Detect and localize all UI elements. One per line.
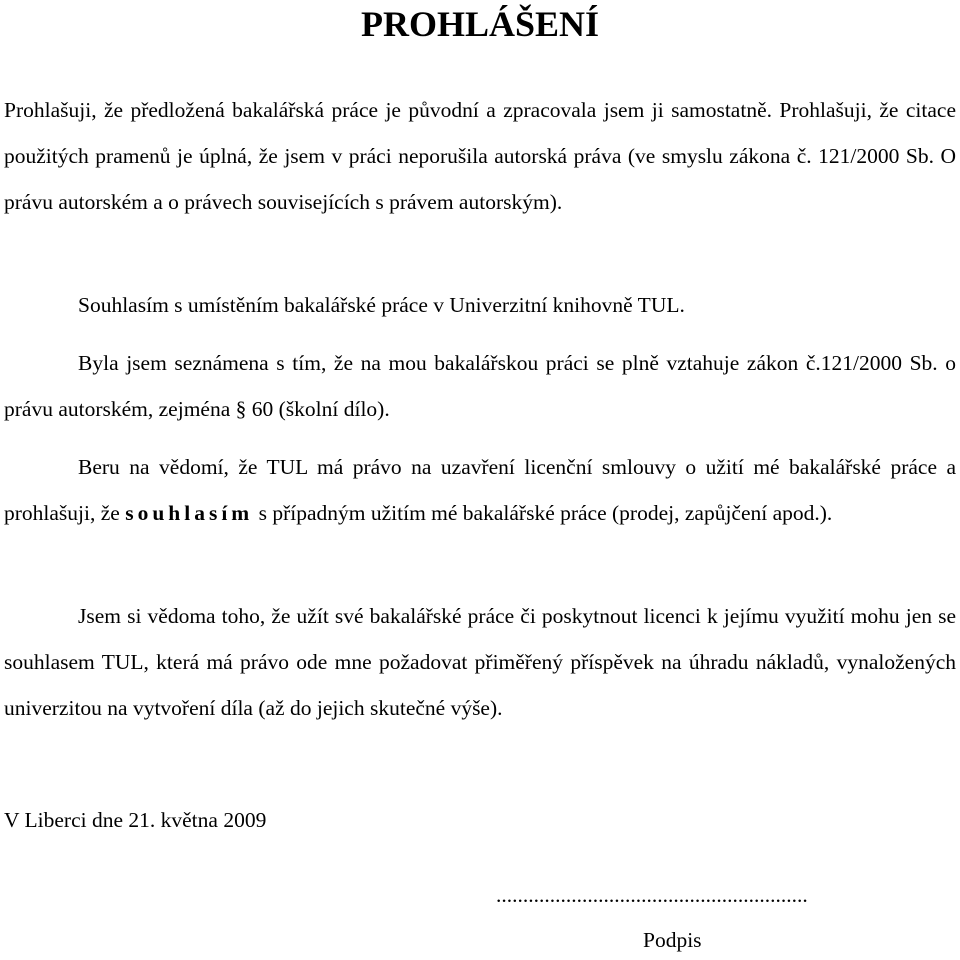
signature-label: Podpis: [643, 928, 702, 952]
paragraph-library-consent: Souhlasím s umístěním bakalářské práce v Univerzitní knihovně TUL.: [78, 293, 685, 317]
consent-emphasis: souhlasím: [125, 501, 254, 525]
paragraph-license-agreement: [4, 444, 956, 536]
place-and-date: V Liberci dne 21. května 2009: [4, 808, 267, 832]
signature-line: ..........................................................: [496, 883, 808, 907]
page-title: PROHLÁŠENÍ: [360, 4, 600, 44]
paragraph-license-text-start: Beru na vědomí, že TUL má právo na uzavření licenční smlouvy o užití mé bakalářské práce a prohlašuji, že: [4, 455, 956, 525]
paragraph-usage-terms: Jsem si vědoma toho, že užít své bakalářské práce či poskytnout licenci k jejímu využití mohu jen se souhlasem TUL, která má právo ode mne požadovat přiměřený příspěvek na úhradu nákladů, vynaložených univerzitou na vytvoření díla (až do jejich skutečné výše).: [4, 604, 956, 720]
paragraph-license-text-end: s případným užitím mé bakalářské práce (prodej, zapůjčení apod.).: [253, 501, 833, 525]
paragraph-originality: Prohlašuji, že předložená bakalářská práce je původní a zpracovala jsem ji samostatně. Prohlašuji, že citace použitých pramenů je úplná, že jsem v práci neporušila autorská práva (ve smyslu zákona č. 121/2000 Sb. O právu autorském a o právech souvisejících s právem autorským).: [4, 98, 956, 214]
paragraph-copyright-law: Byla jsem seznámena s tím, že na mou bakalářskou práci se plně vztahuje zákon č.121/2000 Sb. o právu autorském, zejména § 60 (školní dílo).: [4, 351, 956, 421]
